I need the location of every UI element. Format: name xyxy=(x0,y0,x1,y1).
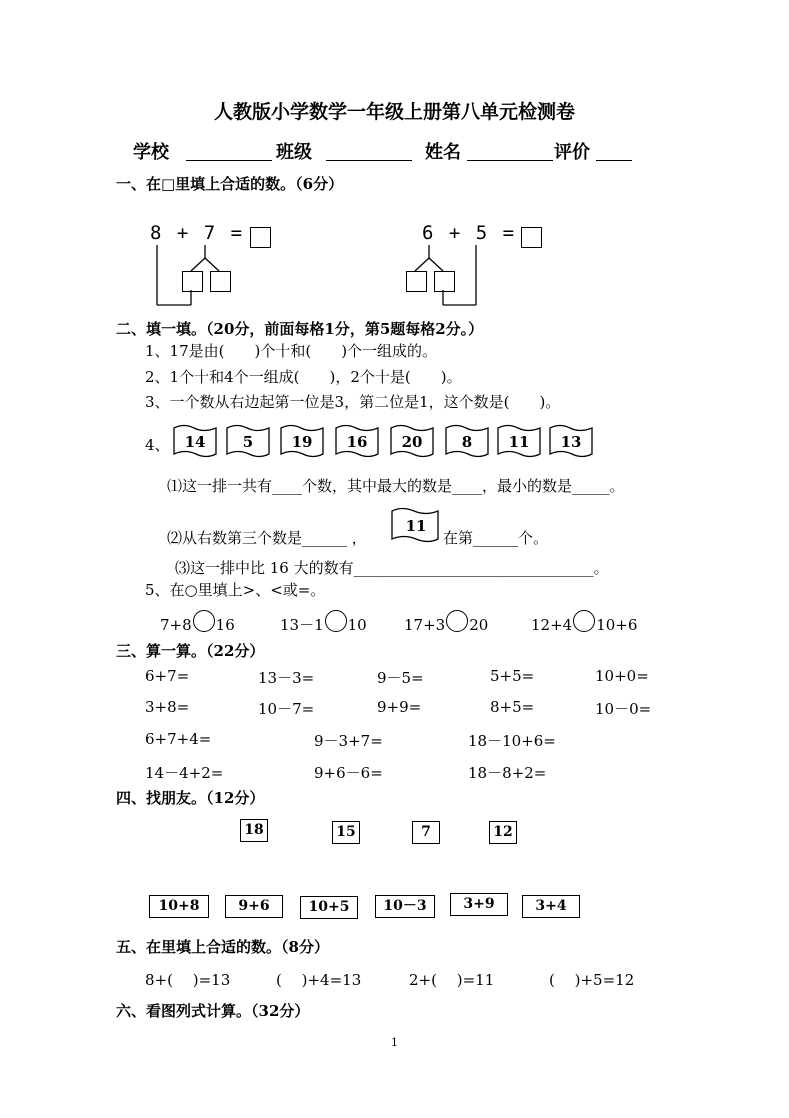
class-label: 班级 xyxy=(276,142,312,163)
question-2-2: 2、1个十和4个一组成( )，2个十是( )。 xyxy=(145,368,462,386)
split-expression-1: 8 + 7 = xyxy=(150,222,245,244)
calc-item: 13－3= xyxy=(258,669,315,687)
fill-item-4: ( )+5=12 xyxy=(549,971,635,989)
calc-item: 6+7= xyxy=(145,667,190,685)
fill-item-2: ( )+4=13 xyxy=(276,971,362,989)
svg-text:20: 20 xyxy=(401,433,423,451)
calc-item: 9－5= xyxy=(377,669,424,687)
calc-item: 10－0= xyxy=(595,700,652,718)
calc-item: 6+7+4= xyxy=(145,730,212,748)
comparison-1: 7+8 16 xyxy=(160,610,235,634)
question-2-1: 1、17是由( )个十和( )个一组成的。 xyxy=(145,342,438,360)
name-label: 姓名 xyxy=(425,142,461,163)
section-3-title: 三、算一算。（22分） xyxy=(116,642,265,660)
flag-19 xyxy=(281,426,323,457)
flag-11 xyxy=(498,426,540,457)
comparison-4: 12+4 10+6 xyxy=(531,610,637,634)
section-1-title: 一、在□里填上合适的数。（6分） xyxy=(116,175,344,193)
section-2-title: 二、填一填。（20分，前面每格1分，第5题每格2分。） xyxy=(116,320,484,338)
friend-number-12[interactable]: 12 xyxy=(489,821,517,844)
friend-expression-4[interactable]: 10－3 xyxy=(375,895,435,918)
question-2-4-2b: 在第______个。 xyxy=(443,529,549,547)
section-6-title: 六、看图列式计算。（32分） xyxy=(116,1002,310,1020)
calc-item: 9+6－6= xyxy=(314,764,383,782)
split-expression-2: 6 + 5 = xyxy=(422,222,517,244)
question-2-4-label: 4、 xyxy=(145,436,170,454)
calc-item: 8+5= xyxy=(490,698,535,716)
grade-label: 评价 xyxy=(554,142,590,163)
fill-item-3: 2+( )=11 xyxy=(409,971,495,989)
flag-16 xyxy=(336,426,378,457)
section-4-title: 四、找朋友。（12分） xyxy=(116,789,265,807)
friend-number-7[interactable]: 7 xyxy=(412,821,440,844)
friend-number-15[interactable]: 15 xyxy=(332,821,360,844)
page-title: 人教版小学数学一年级上册第八单元检测卷 xyxy=(213,101,575,123)
svg-text:13: 13 xyxy=(560,433,582,451)
fill-item-1: 8+( )=13 xyxy=(145,971,231,989)
svg-text:11: 11 xyxy=(405,517,427,535)
calc-item: 10－7= xyxy=(258,700,315,718)
calc-item: 9+9= xyxy=(377,698,422,716)
calc-item: 5+5= xyxy=(490,667,535,685)
svg-text:19: 19 xyxy=(291,433,313,451)
calc-item: 3+8= xyxy=(145,698,190,716)
question-2-5: 5、在○里填上>、<或=。 xyxy=(145,581,326,599)
question-2-4-2a: ⑵从右数第三个数是______ ， xyxy=(167,529,367,547)
compare-circle-4[interactable] xyxy=(573,610,595,632)
flag-5 xyxy=(227,426,269,457)
compare-circle-2[interactable] xyxy=(325,610,347,632)
calc-item: 10+0= xyxy=(595,667,649,685)
friend-expression-3[interactable]: 10+5 xyxy=(300,896,358,919)
school-label: 学校 xyxy=(133,142,169,163)
svg-text:5: 5 xyxy=(242,433,254,451)
flag-14 xyxy=(174,426,216,457)
question-2-4-3: ⑶这一排中比 16 大的数有________________________________。 xyxy=(175,559,609,577)
svg-text:8: 8 xyxy=(461,433,473,451)
compare-circle-1[interactable] xyxy=(193,610,215,632)
flag-13 xyxy=(550,426,592,457)
question-2-3: 3、一个数从右边起第一位是3，第二位是1，这个数是( )。 xyxy=(145,393,561,411)
friend-expression-2[interactable]: 9+6 xyxy=(225,895,283,918)
calc-item: 18－8+2= xyxy=(468,764,547,782)
page-number: 1 xyxy=(391,1036,398,1049)
flag-8 xyxy=(446,426,488,457)
comparison-3: 17+3 20 xyxy=(404,610,488,634)
flag-inline-11 xyxy=(390,505,442,547)
split-diagram-lines xyxy=(0,0,789,330)
question-2-4-1: ⑴这一排一共有____个数，其中最大的数是____，最小的数是_____。 xyxy=(167,477,625,495)
svg-text:14: 14 xyxy=(184,433,206,451)
calc-item: 14－4+2= xyxy=(145,764,224,782)
friend-expression-1[interactable]: 10+8 xyxy=(149,895,209,918)
friend-number-18[interactable]: 18 xyxy=(240,819,268,842)
friend-expression-6[interactable]: 3+4 xyxy=(522,895,580,918)
svg-text:16: 16 xyxy=(346,433,368,451)
compare-circle-3[interactable] xyxy=(446,610,468,632)
section-5-title: 五、在里填上合适的数。（8分） xyxy=(116,938,329,956)
number-flags xyxy=(170,420,600,460)
friend-expression-5[interactable]: 3+9 xyxy=(450,893,508,916)
comparison-2: 13－1 10 xyxy=(280,610,367,635)
calc-item: 18－10+6= xyxy=(468,732,556,750)
calc-item: 9－3+7= xyxy=(314,732,383,750)
svg-text:11: 11 xyxy=(508,433,530,451)
flag-20 xyxy=(391,426,433,457)
